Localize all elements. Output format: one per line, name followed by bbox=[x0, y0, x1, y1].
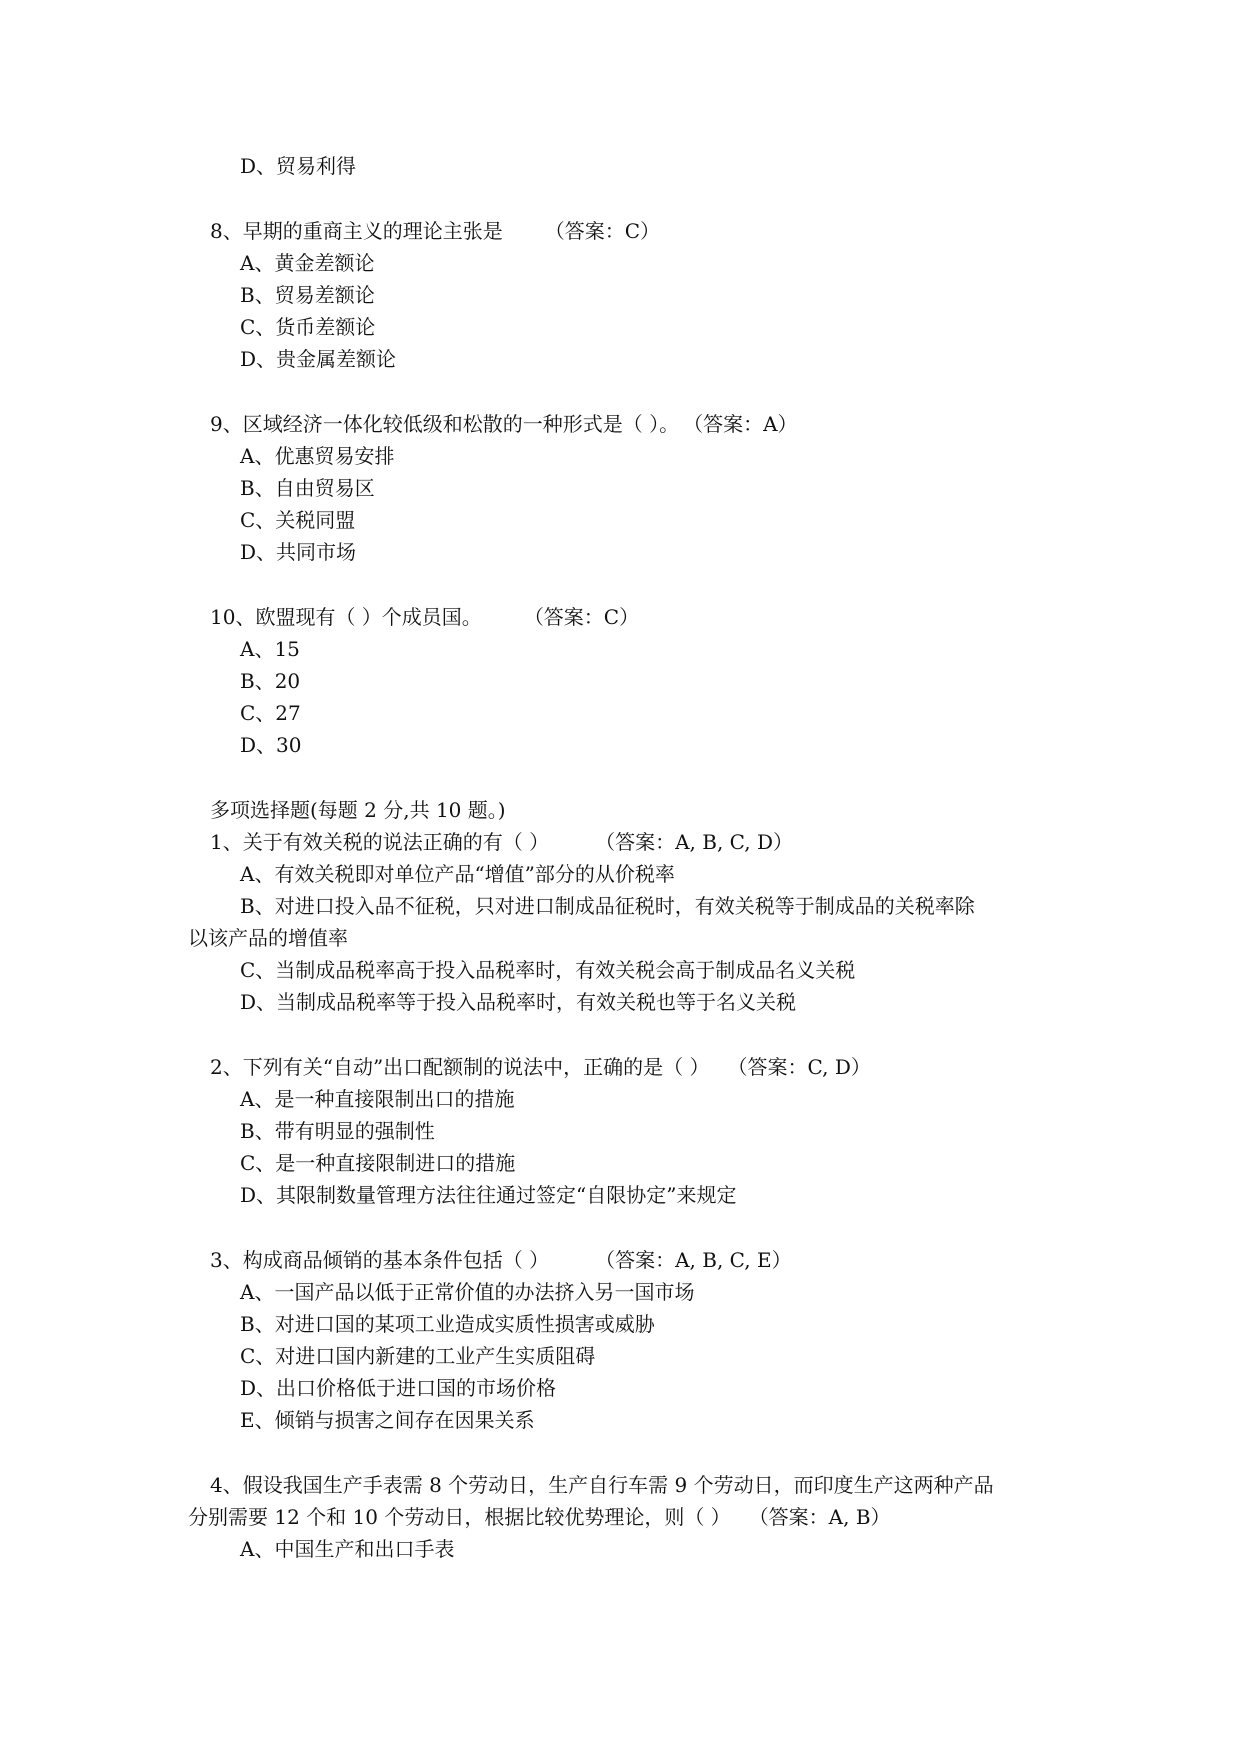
section-title: 多项选择题(每题 2 分,共 10 题。) bbox=[210, 798, 506, 822]
option-text: A、是一种直接限制出口的措施 bbox=[240, 1087, 515, 1111]
question-text-continued: 分别需要 12 个和 10 个劳动日，根据比较优势理论，则（ ） bbox=[188, 1505, 731, 1529]
option-text: C、当制成品税率高于投入品税率时，有效关税会高于制成品名义关税 bbox=[240, 958, 856, 982]
option-text: A、一国产品以低于正常价值的办法挤入另一国市场 bbox=[240, 1280, 695, 1304]
option-text: A、有效关税即对单位产品“增值”部分的从价税率 bbox=[240, 862, 675, 886]
option-text: C、关税同盟 bbox=[240, 508, 356, 532]
answer-text: （答案：A, B） bbox=[758, 1505, 891, 1529]
option-text: D、出口价格低于进口国的市场价格 bbox=[240, 1376, 557, 1400]
question-text: 3、构成商品倾销的基本条件包括（ ） bbox=[210, 1248, 550, 1272]
answer-text: （答案：C） bbox=[533, 605, 640, 629]
answer-text: （答案：C） bbox=[544, 219, 661, 243]
option-text: C、货币差额论 bbox=[240, 315, 376, 339]
multi-question-4-continued bbox=[188, 1505, 891, 1529]
answer-text: （答案：A, B, C, E） bbox=[605, 1248, 792, 1272]
question-text: 8、早期的重商主义的理论主张是 bbox=[210, 219, 503, 243]
option-text: A、15 bbox=[240, 637, 300, 661]
option-text: D、当制成品税率等于投入品税率时，有效关税也等于名义关税 bbox=[240, 990, 797, 1014]
option-text: C、对进口国内新建的工业产生实质阻碍 bbox=[240, 1344, 596, 1368]
option-text: B、带有明显的强制性 bbox=[240, 1119, 435, 1143]
option-text: E、倾销与损害之间存在因果关系 bbox=[240, 1408, 535, 1432]
question-text: 10、欧盟现有（ ）个成员国。 bbox=[210, 605, 482, 629]
option-text: B、对进口投入品不征税，只对进口制成品征税时，有效关税等于制成品的关税率除 bbox=[240, 894, 975, 918]
option-text: D、其限制数量管理方法往往通过签定“自限协定”来规定 bbox=[240, 1183, 737, 1207]
option-text-continued: 以该产品的增值率 bbox=[188, 926, 348, 950]
answer-text: （答案：A, B, C, D） bbox=[605, 830, 794, 854]
question-text: 2、下列有关“自动”出口配额制的说法中，正确的是（ ） bbox=[210, 1055, 710, 1079]
multi-question-4: 4、假设我国生产手表需 8 个劳动日，生产自行车需 9 个劳动日，而印度生产这两种产品 bbox=[210, 1473, 994, 1497]
option-text: B、20 bbox=[240, 669, 301, 693]
option-text: A、黄金差额论 bbox=[240, 251, 375, 275]
option-text: D、贸易利得 bbox=[240, 154, 357, 178]
option-text: C、27 bbox=[240, 701, 301, 725]
multi-question-3 bbox=[210, 1248, 792, 1272]
multi-question-2 bbox=[210, 1055, 871, 1079]
option-text: A、中国生产和出口手表 bbox=[240, 1537, 455, 1561]
question-8 bbox=[210, 219, 660, 243]
option-text: D、共同市场 bbox=[240, 540, 357, 564]
option-text: D、贵金属差额论 bbox=[240, 347, 397, 371]
option-text: B、贸易差额论 bbox=[240, 283, 375, 307]
question-10 bbox=[210, 605, 639, 629]
option-text: B、对进口国的某项工业造成实质性损害或威胁 bbox=[240, 1312, 655, 1336]
option-text: D、30 bbox=[240, 733, 302, 757]
option-text: B、自由贸易区 bbox=[240, 476, 375, 500]
question-9 bbox=[210, 412, 798, 436]
question-text: 9、区域经济一体化较低级和松散的一种形式是（ ）。 bbox=[210, 412, 680, 436]
option-text: C、是一种直接限制进口的措施 bbox=[240, 1151, 516, 1175]
option-text: A、优惠贸易安排 bbox=[240, 444, 395, 468]
multi-question-1 bbox=[210, 830, 793, 854]
question-text: 1、关于有效关税的说法正确的有（ ） bbox=[210, 830, 550, 854]
answer-text: （答案：C, D） bbox=[737, 1055, 871, 1079]
answer-text: （答案：A） bbox=[693, 412, 798, 436]
